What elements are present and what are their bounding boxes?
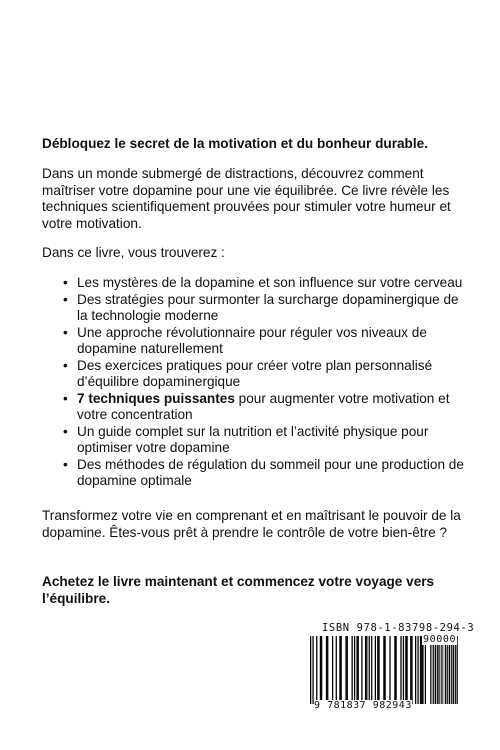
- list-item: [42, 457, 470, 490]
- feature-list: [42, 275, 470, 490]
- list-item-text: pour augmenter votre motivation et votre concentration: [77, 390, 450, 422]
- list-item-text: Un guide complet sur la nutrition et l’activité physique pour optimiser votre dopamine: [77, 423, 429, 455]
- addon-barcode-icon: [430, 636, 458, 704]
- bullet-icon: •: [63, 275, 68, 290]
- list-item-bold: 7 techniques puissantes: [77, 390, 235, 406]
- bullet-icon: •: [63, 357, 68, 373]
- ean-first-digit: 9: [314, 700, 321, 711]
- list-item: [42, 358, 470, 391]
- bullet-icon: •: [63, 291, 68, 307]
- list-item: [42, 424, 470, 457]
- list-item-text: Des méthodes de régulation du sommeil pour une production de dopamine optimale: [77, 456, 464, 488]
- list-item: [42, 292, 470, 325]
- list-item-text: Des exercices pratiques pour créer votre plan personnalisé d’équilibre dopaminergique: [77, 357, 433, 389]
- ean-barcode-icon: [310, 636, 426, 704]
- bullet-icon: •: [63, 390, 68, 406]
- intro-paragraph: Dans un monde submergé de distractions, découvrez comment maîtriser votre dopamine pour une vie équilibrée. Ce livre révèle les techniques scientifiquement prouvées pour stimuler votre humeur et votre motivation.: [42, 166, 451, 231]
- headline: Débloquez le secret de la motivation et du bonheur durable.: [42, 136, 428, 151]
- ean-left-digits: 781837: [327, 700, 367, 711]
- list-item: [42, 391, 470, 424]
- isbn-barcode: [300, 622, 475, 714]
- ean-right-digits: 982943: [372, 700, 412, 711]
- bullet-icon: •: [63, 423, 68, 439]
- call-to-action: Achetez le livre maintenant et commencez votre voyage vers l’équilibre.: [42, 574, 435, 606]
- list-item-text: Des stratégies pour surmonter la surcharge dopaminergique de la technologie moderne: [77, 291, 459, 323]
- list-item-text: Les mystères de la dopamine et son influence sur votre cerveau: [77, 275, 463, 290]
- bullet-icon: •: [63, 456, 68, 472]
- closing-paragraph: Transformez votre vie en comprenant et en maîtrisant le pouvoir de la dopamine. Êtes-vous prêt à prendre le contrôle de votre bien-être ?: [42, 508, 461, 540]
- list-item: [42, 325, 470, 358]
- list-lead: Dans ce livre, vous trouverez :: [42, 245, 225, 260]
- price-addon: 90000: [423, 634, 457, 645]
- bullet-icon: •: [63, 324, 68, 340]
- isbn-label: ISBN 978-1-83798-294-3: [322, 622, 475, 634]
- list-item-text: Une approche révolutionnaire pour réguler vos niveaux de dopamine naturellement: [77, 324, 427, 356]
- ean-digits: [314, 700, 412, 711]
- list-item: [42, 275, 470, 292]
